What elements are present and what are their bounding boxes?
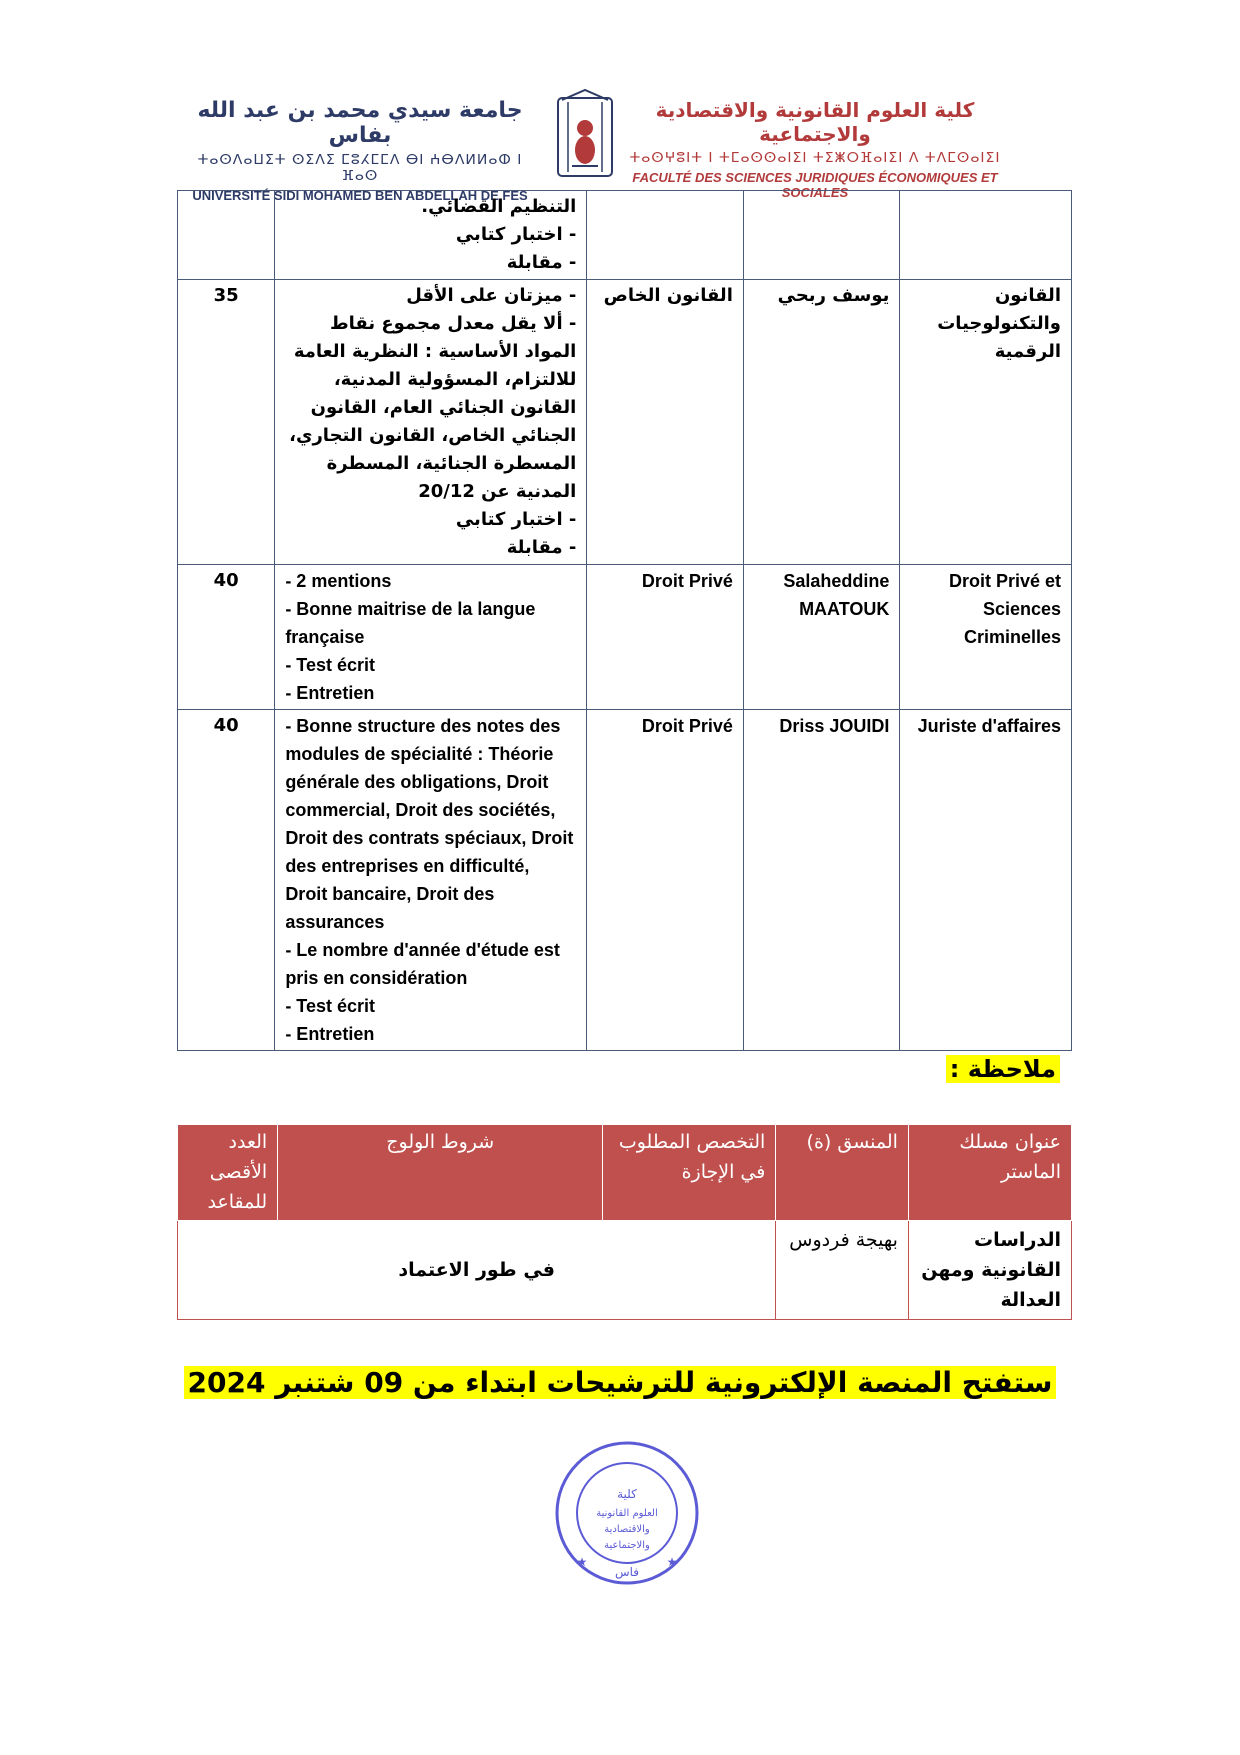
university-name-tifinagh: ⵜⴰⵙⴷⴰⵡⵉⵜ ⵙⵉⴷⵉ ⵎⵓⵃⵎⵎⴷ ⴱⵏ ⵄⴱⴷⵍⵍⴰⵀ ⵏ ⴼⴰⵙ (197, 152, 523, 184)
table-row (178, 280, 1072, 565)
coordinator-cell (743, 191, 900, 280)
condition-line: - Entretien (285, 1024, 375, 1044)
table-row (178, 565, 1072, 710)
count-cell (178, 191, 275, 280)
specialty-cell (587, 191, 744, 280)
condition-line: - 2 mentions (285, 571, 392, 591)
condition-line: - ألا يقل معدل مجموع نقاط المواد الأساسية : النظرية العامة للالتزام، المسؤولية المدنية، القانون الجنائي العام، القانون الجنائي الخاص، القانون التجاري، المسطرة الجنائية، المسطرة المدنية عن 20/12 (289, 313, 577, 502)
university-name-ar: جامعة سيدي محمد بن عبد الله بفاس (197, 98, 523, 148)
faculty-name-fr: FACULTÉ DES SCIENCES JURIDIQUES ÉCONOMIQUES ET SOCIALES (632, 170, 998, 200)
count-cell: 40 (178, 565, 275, 710)
pending-masters-table (177, 1124, 1072, 1320)
condition-line: - ميزتان على الأقل (406, 285, 577, 306)
letterhead (190, 88, 1010, 203)
header-count: العدد الأقصى للمقاعد (178, 1125, 278, 1221)
faculty-block (620, 98, 1010, 200)
announcement-text: ستفتح المنصة الإلكترونية للترشيحات ابتداء من 09 شتنبر 2024 (184, 1366, 1057, 1399)
svg-text:والاقتصادية: والاقتصادية (604, 1524, 650, 1535)
announcement (0, 1366, 1240, 1399)
svg-text:العلوم القانونية: العلوم القانونية (596, 1508, 658, 1519)
header-specialty: التخصص المطلوب في الإجازة (603, 1125, 776, 1221)
header-coordinator: المنسق (ة) (776, 1125, 909, 1221)
conditions-cell (275, 191, 587, 280)
header-title: عنوان مسلك الماستر (908, 1125, 1071, 1221)
condition-line: - مقابلة (506, 537, 577, 558)
table-row (178, 191, 1072, 280)
faculty-name-tifinagh: ⵜⴰⵙⵖⵓⵏⵜ ⵏ ⵜⵎⴰⵙⵙⴰⵏⵉⵏ ⵜⵉⵥⵔⴼⴰⵏⵉⵏ ⴷ ⵜⴷⵎⵙⴰⵏⵉⵏ (629, 150, 1001, 166)
conditions-cell (275, 280, 587, 565)
condition-line: - Test écrit (285, 996, 376, 1016)
condition-line: - Test écrit (285, 655, 376, 675)
header-row (178, 1125, 1072, 1221)
table-row (178, 710, 1072, 1051)
specialty-cell: القانون الخاص (587, 280, 744, 565)
coordinator-cell: بهيجة فردوس (776, 1221, 909, 1320)
official-stamp-icon (552, 1438, 702, 1588)
conditions-cell (275, 565, 587, 710)
svg-text:والاجتماعية: والاجتماعية (604, 1540, 650, 1551)
status-cell: في طور الاعتماد (178, 1221, 776, 1320)
condition-line: - اختبار كتابي (455, 509, 577, 530)
title-cell: Droit Privé et Sciences Criminelles (900, 565, 1072, 710)
university-block (190, 98, 530, 203)
masters-table (177, 190, 1072, 1051)
svg-text:★: ★ (576, 1555, 588, 1569)
count-cell: 40 (178, 710, 275, 1051)
svg-text:كلية: كلية (617, 1487, 637, 1501)
count-cell: 35 (178, 280, 275, 565)
faculty-name-ar: كلية العلوم القانونية والاقتصادية والاجتماعية (655, 98, 975, 146)
university-name-fr: UNIVERSITÉ SIDI MOHAMED BEN ABDELLAH DE FES (192, 188, 528, 203)
note-label: ملاحظة : (946, 1055, 1060, 1083)
condition-line: - Bonne structure des notes des modules de spécialité : Théorie générale des obligations, Droit commercial, Droit des sociétés, Droit des contrats spéciaux, Droit des entreprises en difficulté, Droit bancaire, Droit des assurances (285, 716, 574, 932)
coordinator-cell: يوسف ربحي (743, 280, 900, 565)
title-cell (900, 191, 1072, 280)
condition-line: - Entretien (285, 683, 375, 703)
conditions-cell (275, 710, 587, 1051)
university-crest-icon (550, 88, 620, 180)
header-conditions: شروط الولوج (278, 1125, 603, 1221)
specialty-cell: Droit Privé (587, 565, 744, 710)
condition-line: - Le nombre d'année d'étude est pris en considération (285, 940, 560, 988)
specialty-cell: Droit Privé (587, 710, 744, 1051)
svg-text:فاس: فاس (614, 1565, 640, 1579)
condition-line: - Bonne maitrise de la langue française (285, 599, 536, 647)
condition-line: التنظيم القضائي. (421, 196, 577, 217)
coordinator-cell: Driss JOUIDI (743, 710, 900, 1051)
condition-line: - اختبار كتابي (455, 224, 577, 245)
table-row (178, 1221, 1072, 1320)
svg-text:★: ★ (666, 1555, 678, 1569)
title-cell: Juriste d'affaires (900, 710, 1072, 1051)
condition-line: - مقابلة (506, 252, 577, 273)
title-cell: القانون والتكنولوجيات الرقمية (900, 280, 1072, 565)
title-cell: الدراسات القانونية ومهن العدالة (908, 1221, 1071, 1320)
coordinator-cell: Salaheddine MAATOUK (743, 565, 900, 710)
